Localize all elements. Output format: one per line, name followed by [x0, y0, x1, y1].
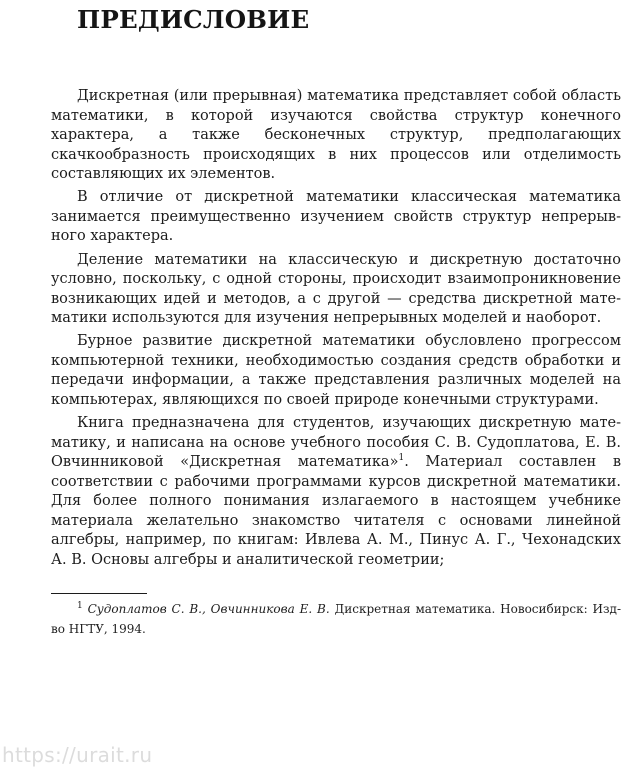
footnote-authors: Судоплатов С. В., Овчинникова Е. В.: [87, 602, 330, 616]
footnote-number: 1: [77, 601, 83, 611]
paragraph-division: Деление математики на классическую и дискретную достаточно условно, поскольку, с одной стороны, происходит взаимопроникновение возникающих идей и методов, а с другой — средства дискретной математики используются для изучения непрерывных моделей и наоборот.: [51, 251, 621, 327]
body-text: [51, 87, 621, 574]
footnote-divider: [51, 593, 147, 594]
footnote: [51, 599, 621, 639]
paragraph-definition: Дискретная (или прерывная) математика представляет собой область математики, в которой изучаются свойства структур конечного характера, а также бесконечных структур, предполагающих скачкообразность происходящих в них процессов или отделимость составляющих их элементов.: [51, 88, 621, 182]
paragraph-book-purpose: [51, 414, 621, 570]
paragraph-book-purpose-part-2: . Материал составлен в соответствии с рабочими программами курсов дискретной математики. Для более полного понимания излагаемого в настоящем учебнике материала желательно знакомство читателя с основами линейной алгебры, например, по книгам: Ивлева А. М., Пинус А. Г., Чехонадских А. В. Основы алгебры и аналитической геометрии;: [51, 454, 621, 568]
paragraph-classical-math: В отличие от дискретной математики классическая математика занимается преимущественно изучением свойств структур непрерывного характера.: [51, 189, 621, 245]
footnote-reference-mark[interactable]: 1: [398, 453, 405, 464]
watermark-url: https://urait.ru: [2, 743, 153, 767]
paragraph-book-purpose-part-1: Книга предназначена для студентов, изучающих дискретную математику, и написана на основе учебного пособия С. В. Судоплатова, Е. В. Овчинниковой «Дискретная математика»: [51, 415, 621, 471]
paragraph-development: Бурное развитие дискретной математики обусловлено прогрессом компьютерной техники, необходимостью создания средств обработки и передачи информации, а также представления различных моделей на компьютерах, являющихся по своей природе конечными структурами.: [51, 333, 621, 408]
footnote-text: Дискретная математика. Новосибирск: Изд-во НГТУ, 1994.: [51, 602, 621, 636]
page-title: ПРЕДИСЛОВИЕ: [77, 5, 310, 34]
